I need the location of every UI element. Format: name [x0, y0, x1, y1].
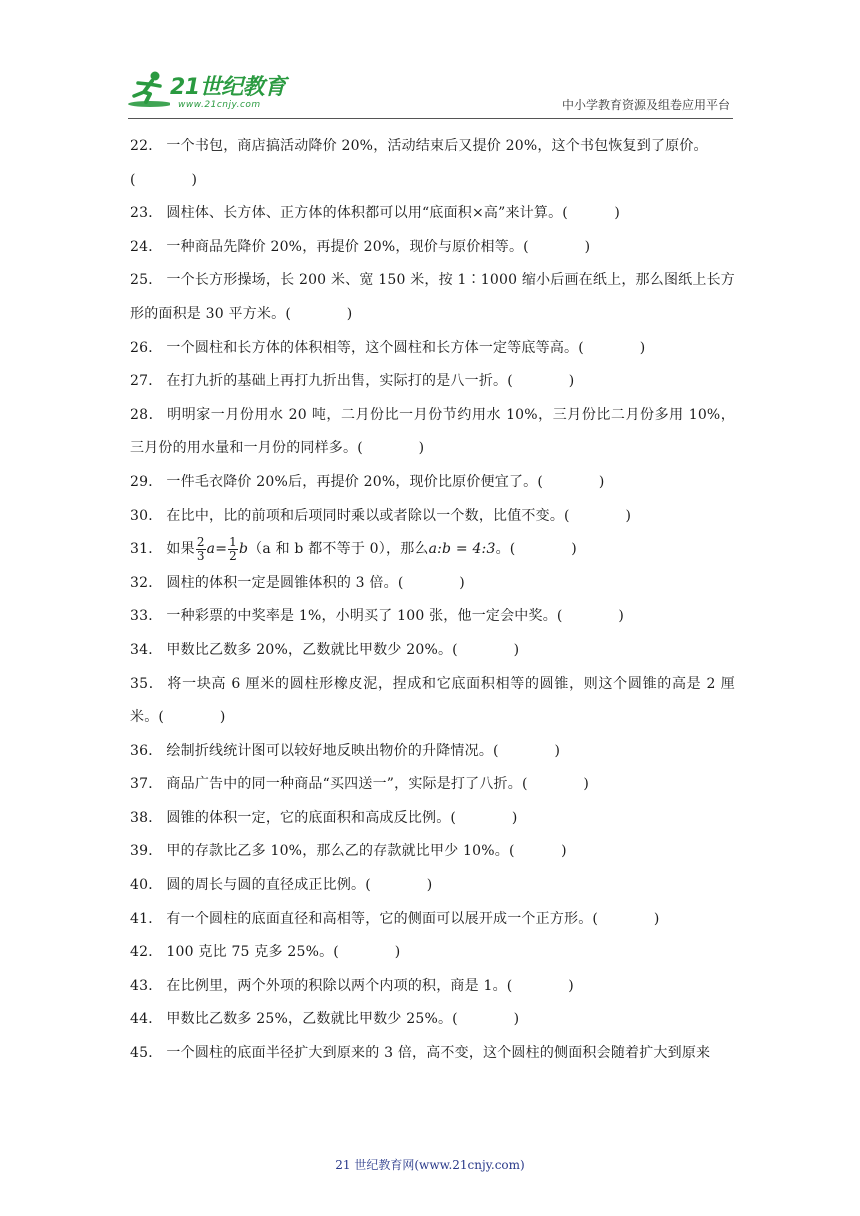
- question-item: [130, 600, 735, 634]
- question-text-end: 。: [495, 541, 510, 558]
- question-number: 28．: [130, 406, 164, 423]
- fraction-numerator: 1: [229, 534, 237, 549]
- question-text: 圆柱体、长方体、正方体的体积都可以用“底面积×高”来计算。: [166, 205, 563, 222]
- answer-blank[interactable]: ( ): [592, 910, 660, 927]
- question-item: [130, 500, 735, 534]
- question-text: 绘制折线统计图可以较好地反映出物价的升降情况。: [166, 742, 494, 759]
- answer-blank[interactable]: ( ): [521, 776, 590, 793]
- fraction-one-half: [228, 536, 238, 563]
- question-item: [130, 1037, 735, 1071]
- question-item: [130, 264, 735, 331]
- answer-blank[interactable]: ( ): [130, 171, 198, 188]
- question-item: [130, 869, 735, 903]
- question-text: 甲数比乙数多 20%，乙数就比甲数少 20%。: [166, 641, 453, 658]
- question-list: [130, 130, 735, 1071]
- question-item: [130, 903, 735, 937]
- answer-blank[interactable]: ( ): [506, 977, 574, 994]
- answer-blank[interactable]: ( ): [452, 641, 520, 658]
- ratio-expression: a:b = 4:3: [428, 541, 496, 558]
- logo-url: www.21cnjy.com: [178, 100, 261, 110]
- question-text: 一个书包，商店搞活动降价 20%，活动结束后又提价 20%，这个书包恢复到了原价。: [166, 138, 708, 154]
- answer-blank[interactable]: ( ): [578, 339, 646, 356]
- question-number: 24．: [130, 238, 163, 255]
- answer-blank[interactable]: ( ): [158, 709, 226, 726]
- question-item: [130, 936, 735, 970]
- question-item: [130, 365, 735, 399]
- question-item: [130, 130, 735, 197]
- question-number: 32．: [130, 574, 163, 591]
- question-number: 29．: [130, 473, 163, 490]
- question-text: 商品广告中的同一种商品“买四送一”，实际是打了八折。: [166, 776, 522, 793]
- question-text: 将一块高 6 厘米的圆柱形橡皮泥，捏成和它底面积相等的圆锥，则这个圆锥的高是 2 厘米。: [130, 675, 735, 726]
- equals-sign: =: [215, 541, 228, 558]
- fraction-numerator: 2: [196, 534, 205, 549]
- question-item: [130, 835, 735, 869]
- question-text: 一个圆柱和长方体的体积相等，这个圆柱和长方体一定等底等高。: [166, 339, 579, 356]
- site-logo: [122, 66, 292, 114]
- answer-blank[interactable]: ( ): [285, 305, 353, 322]
- question-item: [130, 735, 735, 769]
- question-text: 圆的周长与圆的直径成正比例。: [166, 877, 366, 894]
- fraction-two-thirds: [196, 536, 206, 563]
- question-item: [130, 332, 735, 366]
- question-text: 在比例里，两个外项的积除以两个内项的积，商是 1。: [166, 977, 507, 994]
- answer-blank[interactable]: ( ): [556, 608, 625, 625]
- question-item: [130, 399, 735, 466]
- question-text: 一件毛衣降价 20%后，再提价 20%，现价比原价便宜了。: [166, 473, 538, 490]
- question-number: 34．: [130, 641, 163, 658]
- question-number: 42．: [130, 944, 163, 961]
- question-text: 圆柱的体积一定是圆锥体积的 3 倍。: [166, 574, 398, 591]
- question-item: [130, 231, 735, 265]
- answer-blank[interactable]: ( ): [508, 843, 567, 860]
- runner-logo-icon: [122, 70, 170, 110]
- page-header: [0, 0, 860, 120]
- question-text: 在比中，比的前项和后项同时乘以或者除以一个数，比值不变。: [166, 507, 565, 524]
- question-text: 一个圆柱的底面半径扩大到原来的 3 倍，高不变，这个圆柱的侧面积会随着扩大到原来: [166, 1045, 711, 1062]
- answer-blank[interactable]: ( ): [450, 809, 518, 826]
- logo-wordmark: 21世纪教育: [170, 75, 286, 100]
- question-item: [130, 197, 735, 231]
- answer-blank[interactable]: ( ): [562, 205, 621, 222]
- answer-blank[interactable]: ( ): [452, 1011, 520, 1028]
- question-text: 明明家一月份用水 20 吨，二月份比一月份节约用水 10%，三月份比二月份多用 10%，三月份的用水量和一月份的同样多。: [130, 406, 735, 457]
- question-text: 甲的存款比乙多 10%，那么乙的存款就比甲少 10%。: [166, 843, 509, 860]
- answer-blank[interactable]: ( ): [333, 944, 401, 961]
- question-number: 41．: [130, 910, 163, 927]
- question-number: 38．: [130, 809, 163, 826]
- answer-blank[interactable]: ( ): [397, 574, 465, 591]
- question-number: 40．: [130, 877, 163, 894]
- question-number: 22．: [130, 138, 163, 154]
- question-number: 45．: [130, 1045, 163, 1062]
- answer-blank[interactable]: ( ): [564, 507, 632, 524]
- question-item: [130, 567, 735, 601]
- fraction-denominator: 2: [229, 548, 237, 563]
- question-number: 37．: [130, 776, 163, 793]
- question-number: 23．: [130, 205, 163, 222]
- answer-blank[interactable]: ( ): [507, 373, 575, 390]
- question-text: 一个长方形操场，长 200 米、宽 150 米，按 1∶1000 缩小后画在纸上，那么图纸上长方形的面积是 30 平方米。: [130, 272, 735, 322]
- question-text: 有一个圆柱的底面直径和高相等，它的侧面可以展开成一个正方形。: [166, 910, 593, 927]
- question-item: [130, 802, 735, 836]
- question-text: 甲数比乙数多 25%，乙数就比甲数少 25%。: [166, 1011, 453, 1028]
- question-number: 31．: [130, 541, 163, 558]
- platform-tagline: 中小学教育资源及组卷应用平台: [561, 98, 730, 112]
- question-item: [130, 668, 735, 735]
- question-text-mid: （a 和 b 都不等于 0），那么: [248, 541, 429, 558]
- answer-blank[interactable]: ( ): [365, 877, 433, 894]
- question-number: 36．: [130, 742, 163, 759]
- question-text: 一种商品先降价 20%，再提价 20%，现价与原价相等。: [166, 238, 524, 255]
- question-number: 33．: [130, 608, 163, 625]
- answer-blank[interactable]: ( ): [523, 238, 591, 255]
- question-number: 27．: [130, 373, 163, 390]
- question-number: 30．: [130, 507, 163, 524]
- question-number: 39．: [130, 843, 163, 860]
- question-number: 26．: [130, 339, 163, 356]
- question-text-lead: 如果: [166, 541, 195, 558]
- page-footer: 21 世纪教育网(www.21cnjy.com): [335, 1158, 525, 1172]
- question-item: [130, 1003, 735, 1037]
- answer-blank[interactable]: ( ): [509, 541, 577, 558]
- question-item: [130, 768, 735, 802]
- question-number: 25．: [130, 272, 163, 289]
- question-text: 一种彩票的中奖率是 1%，小明买了 100 张，他一定会中奖。: [166, 608, 557, 625]
- answer-blank[interactable]: ( ): [537, 473, 605, 490]
- question-text: 100 克比 75 克多 25%。: [166, 944, 334, 961]
- question-number: 44．: [130, 1011, 163, 1028]
- answer-blank[interactable]: ( ): [493, 742, 561, 759]
- question-number: 43．: [130, 977, 163, 994]
- header-divider: [128, 118, 733, 119]
- question-text: 在打九折的基础上再打九折出售，实际打的是八一折。: [166, 373, 508, 390]
- question-item: [130, 634, 735, 668]
- question-item: [130, 466, 735, 500]
- question-number: 35．: [130, 675, 164, 692]
- answer-blank[interactable]: ( ): [357, 440, 425, 457]
- variable-b: b: [239, 541, 249, 558]
- fraction-denominator: 3: [196, 548, 205, 563]
- question-item: [130, 970, 735, 1004]
- variable-a: a: [206, 541, 216, 558]
- question-item: [130, 533, 735, 567]
- question-text: 圆锥的体积一定，它的底面积和高成反比例。: [166, 809, 451, 826]
